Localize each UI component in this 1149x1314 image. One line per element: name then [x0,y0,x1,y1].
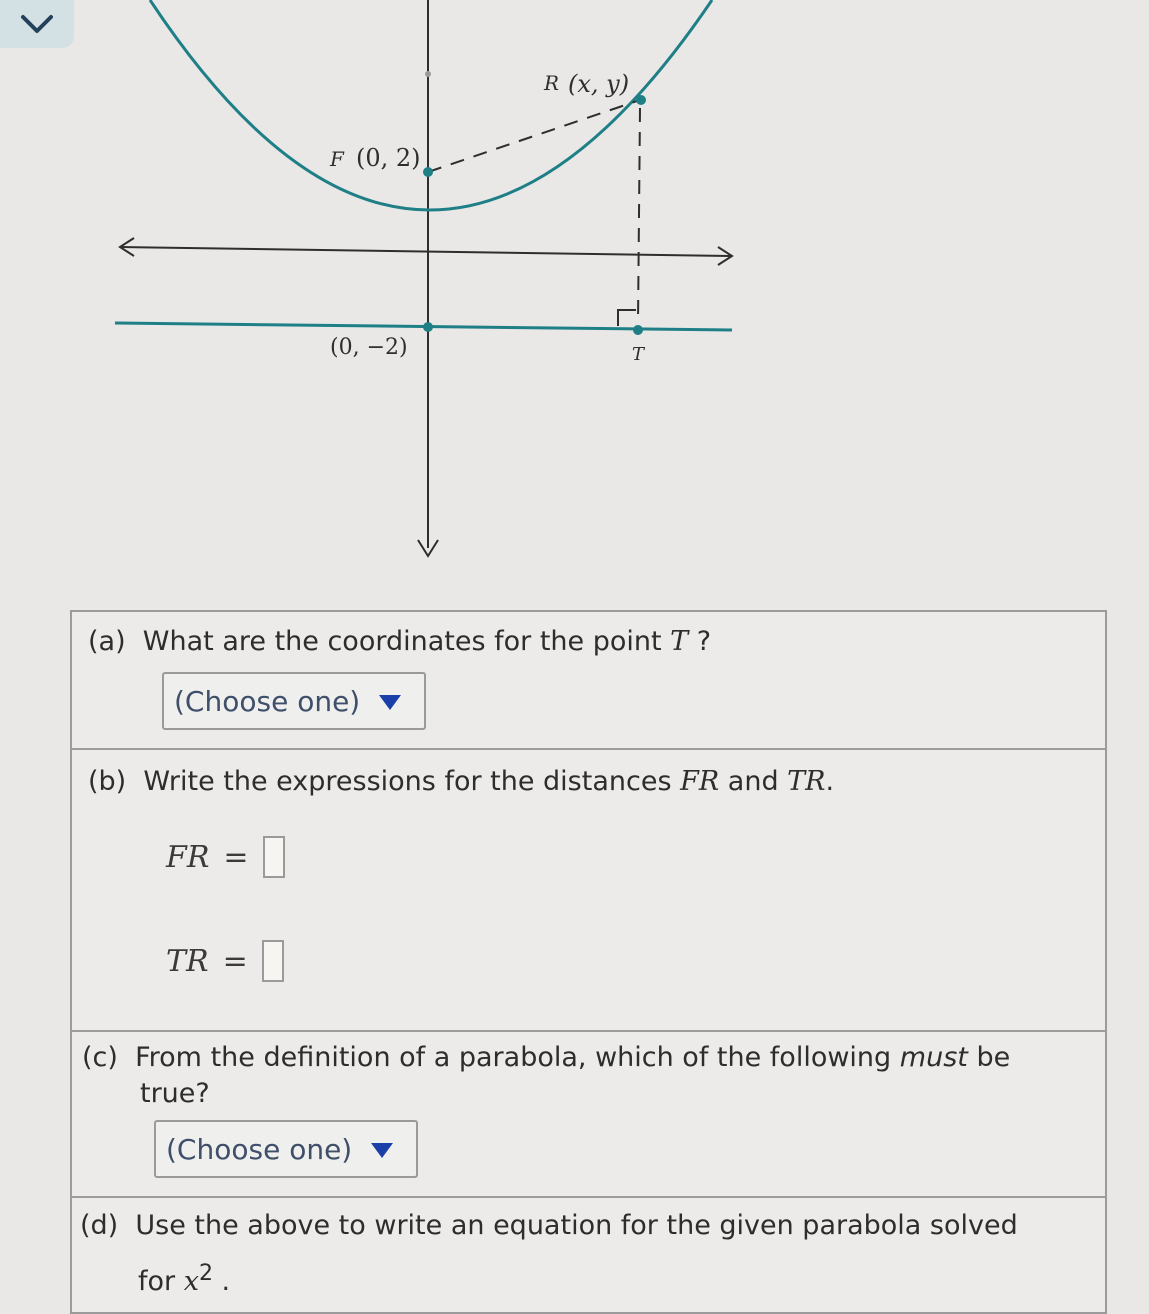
fr-label: FR [166,839,210,875]
part-a-question: (a) What are the coordinates for the point T ? [88,626,712,657]
focus-point [423,167,433,177]
part-a-dropdown[interactable] [162,672,426,730]
parabola-curve [150,0,712,210]
part-d [72,1198,1105,1312]
parabola-graph [0,0,1149,600]
vertex-dot [425,71,431,77]
part-c-question: (c) From the definition of a parabola, which of the following must be true? [82,1042,1011,1109]
equals-sign: = [222,943,248,979]
directrix-point-coords: (0, −2) [330,335,408,360]
right-angle-marker [618,310,636,326]
focus-coords: (0, 2) [356,144,421,172]
rt-dashed-segment [638,108,640,322]
part-c-dropdown[interactable] [154,1120,418,1178]
collapse-toggle[interactable] [0,0,74,48]
point-r-label: R [544,71,560,95]
part-a-dropdown-label: (Choose one) [174,684,361,718]
tr-equation [166,940,284,982]
tr-label: TR [166,943,209,979]
fr-equation [166,836,285,878]
chevron-down-icon [19,13,55,35]
point-r-coords: (x, y) [568,70,630,98]
part-c [72,1032,1105,1196]
fr-dashed-segment [428,100,640,172]
part-d-question: (d) Use the above to write an equation for the given parabola solved [80,1210,1018,1241]
dropdown-arrow-icon [378,685,402,718]
point-t-label: T [632,344,645,365]
part-c-dropdown-label: (Choose one) [166,1132,353,1166]
part-b [72,750,1105,1030]
equals-sign: = [223,839,249,875]
directrix-point [423,322,433,332]
dropdown-arrow-icon [370,1133,394,1166]
part-a [72,612,1105,748]
fr-answer-box[interactable] [263,836,285,878]
part-b-question: (b) Write the expressions for the distances FR and TR. [88,766,835,797]
tr-answer-box[interactable] [262,940,284,982]
part-d-for-line: for $x^2$ . [138,1261,231,1297]
point-t [633,325,643,335]
point-r [636,95,646,105]
question-panel [70,610,1107,1314]
focus-label: F [330,147,344,171]
